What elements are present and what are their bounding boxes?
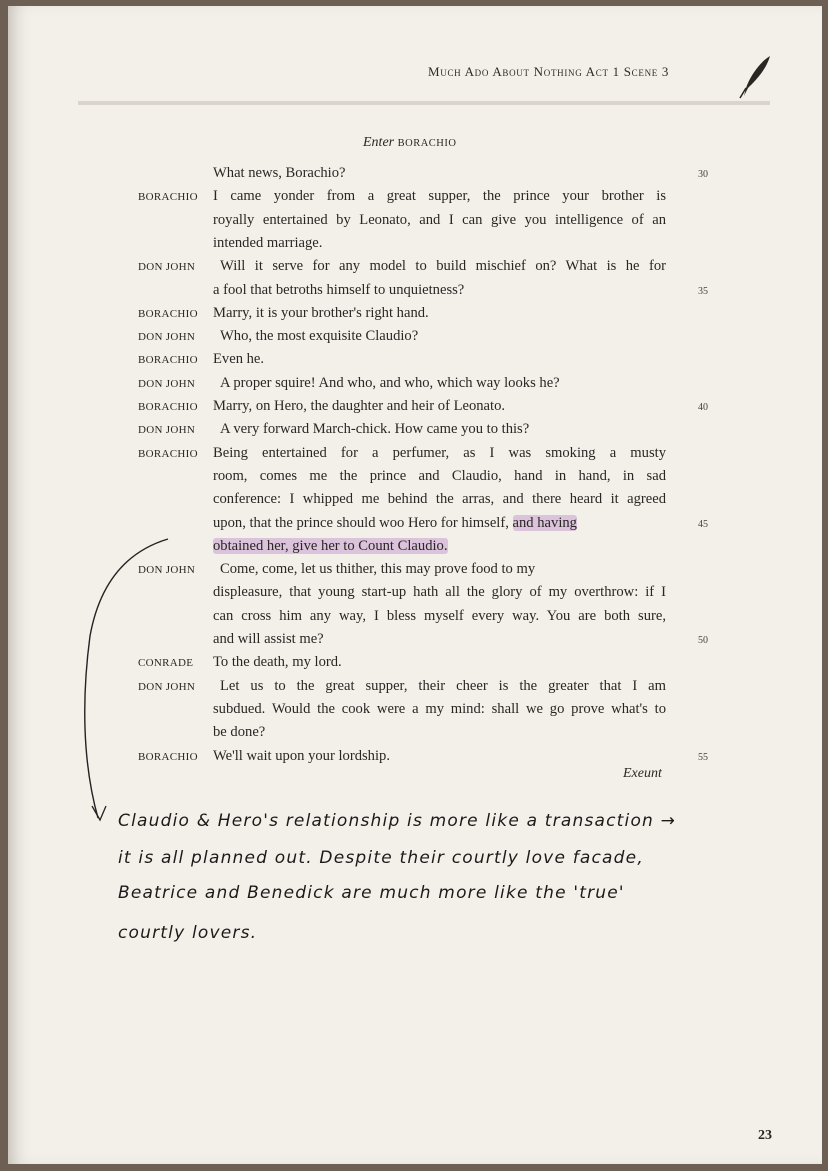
- speaker-name: BORACHIO: [138, 307, 198, 320]
- speaker-name: DON JOHN: [138, 424, 196, 437]
- line-number: 50: [698, 635, 708, 646]
- line-text: Marry, on Hero, the daughter and heir of Leonato.: [213, 398, 506, 414]
- line-text: Let us to the great supper, their cheer is the greater that I am: [220, 677, 666, 694]
- highlighted-text: and having: [512, 514, 577, 531]
- speaker-name: DON JOHN: [138, 331, 196, 344]
- speaker-name: DON JOHN: [138, 564, 196, 577]
- line-text: We'll wait upon your lordship.: [213, 747, 390, 764]
- page-number: 23: [758, 1128, 772, 1143]
- book-page: [8, 6, 822, 1164]
- highlighted-text: obtained her, give her to Count Claudio.: [213, 537, 448, 554]
- line-text: Marry, it is your brother's right hand.: [213, 304, 429, 321]
- speaker-name: BORACHIO: [138, 401, 198, 413]
- line-text: be done?: [213, 724, 266, 741]
- handwritten-note-line-4: courtly lovers.: [118, 923, 258, 943]
- speaker-name: BORACHIO: [138, 191, 198, 204]
- enter-word: Enter: [363, 135, 395, 150]
- line-number: 55: [698, 751, 708, 763]
- line-text: intended marriage.: [213, 234, 323, 251]
- line-text: upon, that the prince should woo Hero for himself,: [213, 514, 509, 531]
- line-text: room, comes me the prince and Claudio, hand in hand, in sad: [213, 467, 666, 484]
- line-text: Being entertained for a perfumer, as I was smoking a musty: [213, 444, 666, 461]
- speaker-name: DON JOHN: [138, 261, 196, 274]
- handwritten-note-line-1: Claudio & Hero's relationship is more like a transaction →: [118, 811, 677, 831]
- speaker-name: DON JOHN: [138, 377, 196, 390]
- enter-name: BORACHIO: [397, 138, 457, 149]
- line-number: 45: [698, 518, 708, 530]
- line-text: a fool that betroths himself to unquietness?: [213, 281, 465, 298]
- line-text: Come, come, let us thither, this may prove food to my: [220, 561, 536, 578]
- line-text: Who, the most exquisite Claudio?: [220, 328, 419, 345]
- line-text: and will assist me?: [213, 631, 324, 647]
- speaker-name: DON JOHN: [138, 680, 196, 693]
- speaker-name: BORACHIO: [138, 447, 198, 460]
- line-text: A very forward March-chick. How came you to this?: [220, 421, 530, 438]
- handwritten-note-line-3: Beatrice and Benedick are much more like the 'true': [118, 883, 625, 903]
- line-number: 35: [698, 285, 708, 297]
- stage-direction-exeunt: Exeunt: [623, 766, 662, 781]
- line-text: can cross him any way, I bless myself every way. You are both sure,: [213, 607, 666, 624]
- speaker-name: BORACHIO: [138, 354, 198, 367]
- line-text: What news, Borachio?: [213, 165, 346, 181]
- running-head: Much Ado About Nothing Act 1 Scene 3: [428, 64, 670, 79]
- line-text: To the death, my lord.: [213, 654, 342, 671]
- line-text: displeasure, that young start-up hath all the glory of my overthrow: if I: [213, 584, 666, 601]
- line-text: conference: I whipped me behind the arras, and there heard it agreed: [213, 491, 666, 508]
- line-text: subdued. Would the cook were a my mind: shall we go prove what's to: [213, 700, 666, 717]
- line-number: 40: [698, 402, 708, 413]
- line-text: Even he.: [213, 351, 265, 368]
- line-text: A proper squire! And who, and who, which way looks he?: [220, 374, 560, 391]
- speaker-name: CONRADE: [138, 657, 194, 670]
- line-text: Will it serve for any model to build mischief on? What is he for: [220, 258, 666, 275]
- speaker-name: BORACHIO: [138, 750, 198, 763]
- line-text: royally entertained by Leonato, and I can give you intelligence of an: [213, 211, 666, 228]
- handwritten-note-line-2: it is all planned out. Despite their courtly love facade,: [118, 848, 644, 868]
- line-text: I came yonder from a great supper, the prince your brother is: [213, 188, 666, 205]
- line-number: 30: [698, 169, 708, 180]
- annotation-bracket: [8, 6, 822, 1164]
